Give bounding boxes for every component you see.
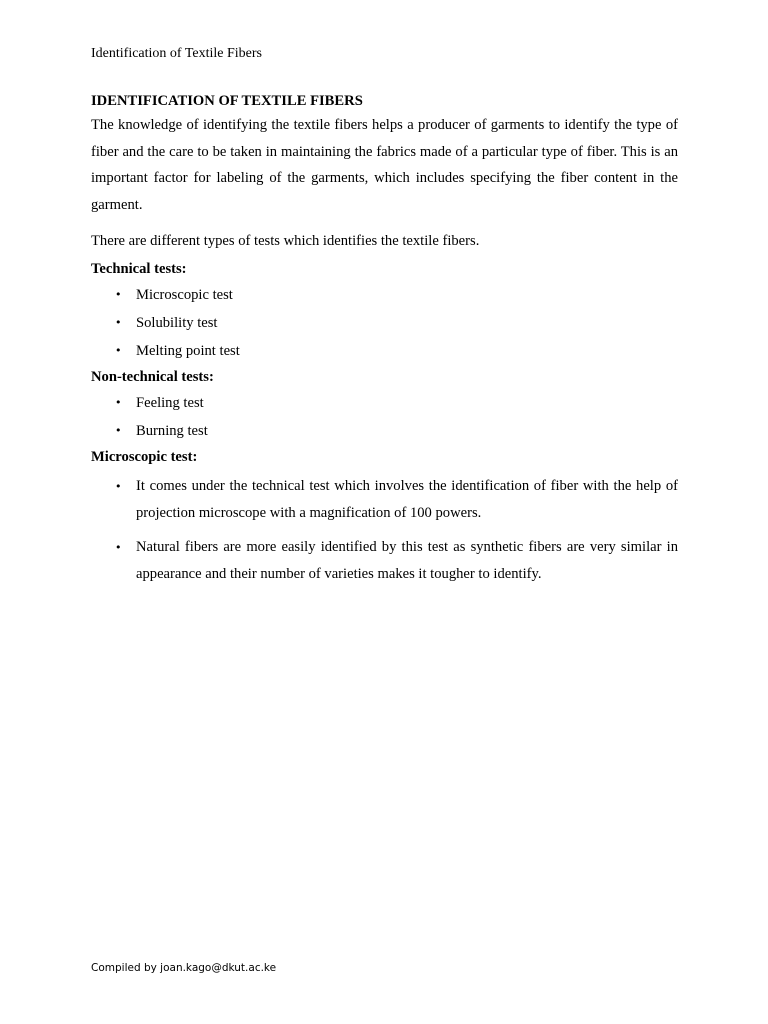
microscopic-test-list xyxy=(91,473,678,588)
list-item-text: Solubility test xyxy=(136,314,218,331)
list-item xyxy=(91,341,678,361)
bullet-icon: • xyxy=(115,479,122,493)
running-header: Identification of Textile Fibers xyxy=(91,46,262,61)
document-title: IDENTIFICATION OF TEXTILE FIBERS xyxy=(91,93,363,109)
list-item-text: Burning test xyxy=(136,422,208,439)
technical-tests-list xyxy=(91,285,678,361)
bullet-icon: • xyxy=(115,423,122,437)
document-body xyxy=(91,91,678,588)
section-heading-microscopic-test: Microscopic test: xyxy=(91,448,198,465)
bullet-icon: • xyxy=(115,395,122,409)
list-item xyxy=(91,313,678,333)
list-item xyxy=(91,421,678,441)
tests-intro-sentence: There are different types of tests which identifies the textile fibers. xyxy=(91,233,480,250)
list-item-text: It comes under the technical test which involves the identification of fiber with the help of projection microscope with a magnification of 100 powers. xyxy=(136,477,678,521)
non-technical-tests-list xyxy=(91,393,678,441)
section-heading-technical-tests: Technical tests: xyxy=(91,260,187,277)
list-item-text: Feeling test xyxy=(136,394,204,411)
list-item xyxy=(91,534,678,588)
bullet-icon: • xyxy=(115,540,122,554)
list-item xyxy=(91,393,678,413)
list-item-text: Natural fibers are more easily identified by this test as synthetic fibers are very similar in appearance and their number of varieties makes it tougher to identify. xyxy=(136,538,678,582)
bullet-icon: • xyxy=(115,315,122,329)
bullet-icon: • xyxy=(115,287,122,301)
bullet-icon: • xyxy=(115,343,122,357)
list-item xyxy=(91,473,678,527)
running-footer: Compiled by joan.kago@dkut.ac.ke xyxy=(91,962,277,974)
list-item-text: Microscopic test xyxy=(136,286,233,303)
section-heading-non-technical-tests: Non-technical tests: xyxy=(91,368,214,385)
list-item-text: Melting point test xyxy=(136,342,240,359)
intro-paragraph: The knowledge of identifying the textile fibers helps a producer of garments to identify the type of fiber and the care to be taken in maintaining the fabrics made of a particular type of fiber. This is an important factor for labeling of the garments, which includes specifying the fiber content in the garment. xyxy=(91,117,678,213)
list-item xyxy=(91,285,678,305)
